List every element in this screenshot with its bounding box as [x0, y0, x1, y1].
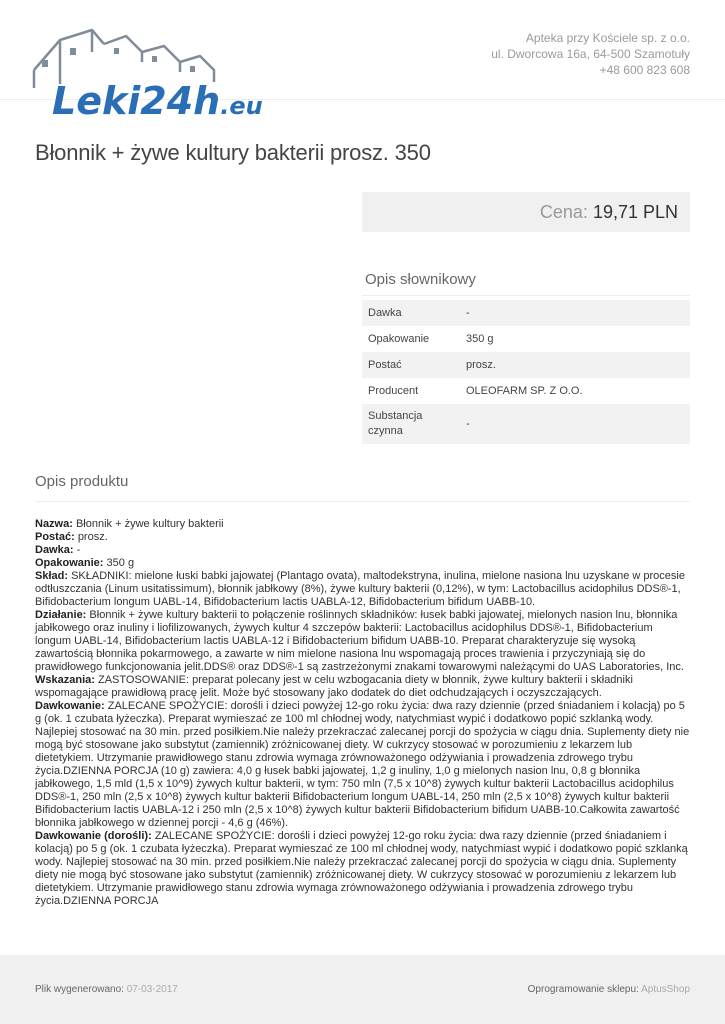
generated-label: Plik wygenerowano:: [35, 984, 124, 995]
field-text: prosz.: [77, 531, 108, 543]
field-label: Nazwa:: [35, 518, 73, 530]
desc-field: [35, 518, 690, 531]
software-link[interactable]: AptusShop: [641, 984, 690, 995]
desc-field: [35, 544, 690, 557]
shop-address: ul. Dworcowa 16a, 64-500 Szamotuły: [491, 47, 690, 61]
row-key: Postać: [362, 352, 460, 378]
row-value: 350 g: [466, 332, 494, 345]
page-footer: [0, 955, 725, 1024]
dictionary-title: Opis słownikowy: [365, 271, 476, 288]
software-label: Oprogramowanie sklepu:: [527, 984, 639, 995]
field-text: SKŁADNIKI: mielone łuski babki jajowatej (Plantago ovata), maltodekstryna, inulina, mielone nasiona lnu uzyskane w procesie odtłuszczania (Linum usitatissimum), błonnik jabłkowy (8%), żywe kultury bakterii (0,12%), w tym: Lactobacillus acidophilus DDS®-1, Bifidobacterium longum UABL-14, Bifidobacterium lactis UABLA-12, Bifidobacterium bifidum UABB-10.: [35, 570, 685, 608]
generated-date: 07-03-2017: [126, 984, 178, 995]
field-label: Skład:: [35, 570, 69, 582]
desc-field: [35, 557, 690, 570]
field-label: Działanie:: [35, 609, 87, 621]
field-text: Błonnik + żywe kultury bakterii: [75, 518, 224, 530]
field-text: -: [76, 544, 81, 556]
description-title: Opis produktu: [35, 473, 129, 490]
table-row: [362, 300, 690, 326]
desc-field: [35, 531, 690, 544]
logo-graphic: [30, 22, 263, 130]
table-row: [362, 404, 690, 444]
price-value: 19,71 PLN: [592, 202, 678, 222]
dictionary-divider: [362, 295, 690, 296]
row-key: Substancja czynna: [362, 404, 460, 444]
field-label: Dawkowanie:: [35, 700, 105, 712]
field-text: 350 g: [106, 557, 135, 569]
shop-name: Apteka przy Kościele sp. z o.o.: [525, 31, 690, 45]
price-label: Cena:: [539, 202, 588, 222]
logo-wordmark: Leki24h.eu: [52, 79, 263, 123]
row-value: -: [460, 404, 690, 444]
desc-field: [35, 830, 690, 908]
row-key: Producent: [368, 384, 419, 397]
field-label: Opakowanie:: [35, 557, 104, 569]
software-info: [528, 984, 690, 995]
product-description: [35, 518, 690, 918]
price-box: [362, 192, 690, 232]
field-label: Wskazania:: [35, 674, 95, 686]
desc-field: [35, 609, 690, 674]
product-title: Błonnik + żywe kultury bakterii prosz. 350: [35, 140, 431, 165]
row-value: prosz.: [460, 352, 690, 378]
row-key: Opakowanie: [368, 332, 430, 345]
field-label: Dawka:: [35, 544, 74, 556]
desc-field: [35, 700, 690, 830]
field-label: Dawkowanie (dorośli):: [35, 830, 152, 842]
field-text: ZASTOSOWANIE: preparat polecany jest w celu wzbogacania diety w błonnik, żywe kultury bakterii i składniki wspomagające prawidłową pracę jelit. Może być stosowany jako dodatek do diet odchudzających i oczyszczających.: [35, 674, 633, 699]
field-text: ZALECANE SPOŻYCIE: dorośli i dzieci powyżej 12-go roku życia: dwa razy dziennie (przed śniadaniem i kolacją) po 5 g (ok. 1 czubata łyżeczka). Preparat wymieszać ze 100 ml chłodnej wody, natychmiast wypić i dodatkowo popić szklanką wody. Najlepiej stosować na 30 min. przed posiłkiem.Nie należy przekraczać zalecanej porcji do spożycia w ciągu dnia. Suplementy diety nie mogą być stosowane jako substytut (zamiennik) zróżnicowanej diety. W cukrzycy stosować w porozumieniu z lekarzem lub dietetykiem. Utrzymanie prawidłowego stanu zdrowia wymaga zrównoważonego odżywiania i prowadzenia zdrowego trybu życia.DZIENNA PORCJA: [35, 830, 688, 907]
desc-field: [35, 570, 690, 609]
table-row: [362, 352, 690, 378]
description-divider: [35, 501, 690, 502]
table-row: [362, 326, 690, 352]
field-text: ZALECANE SPOŻYCIE: dorośli i dzieci powyżej 12-go roku życia: dwa razy dziennie (przed śniadaniem i kolacją) po 5 g (ok. 1 czubata łyżeczka). Preparat wymieszać ze 100 ml chłodnej wody, natychmiast wypić i dodatkowo popić szklanką wody. Najlepiej stosować na 30 min. przed posiłkiem.Nie należy przekraczać zalecanej porcji do spożycia w ciągu dnia. Suplementy diety nie mogą być stosowane jako substytut (zamiennik) zróżnicowanej diety. W cukrzycy stosować w porozumieniu z lekarzem lub dietetykiem. Utrzymanie prawidłowego stanu zdrowia wymaga zrównoważonego odżywiania i prowadzenia zdrowego trybu życia.DZIENNA PORCJA (10 g) zawiera: 4,0 g łusek babki jajowatej, 1,2 g inuliny, 1,0 g mielonych nasion lnu, 0,8 g błonnika jabłkowego, 1,5 mld (1,5 x 10^9) żywych kultur bakterii, w tym: 750 mln (7,5 x 10^8) żywych kultur bakterii Lactobacillus acidophilus DDS®-1, 250 mln (2,5 x 10^8) żywych kultur bakterii Bifidobacterium longum UABL-14, 250 mln (2,5 x 10^8) żywych kultur bakterii Bifidobacterium lactis UABLA-12 i 250 mln (2,5 x 10^8) żywych kultur bakterii Bifidobacterium bifidum UABB-10.Całkowita zawartość błonnika jabłkowego w dziennej porcji - 4,6 g (46%).: [35, 700, 690, 829]
page-header: [0, 0, 725, 123]
shop-logo[interactable]: [30, 22, 263, 130]
shop-phone[interactable]: +48 600 823 608: [599, 63, 690, 77]
shop-info: [491, 30, 690, 78]
desc-field: [35, 674, 690, 700]
field-text: Błonnik + żywe kultury bakterii to połączenie roślinnych składników: łusek babki jajowatej, mielonych nasion lnu, błonnika jabłkowego oraz inuliny i liofilizowanych, żywych kultur 4 szczepów bakterii: Lactobacillus acidophilus DDS®-1, Bifidobacterium longum UABL-14, Bifidobacterium lactis UABLA-12 i Bifidobacterium bifidum UABB-10. Preparat charakteryzuje się wysoką zawartością błonnika pokarmowego, a zawarte w nim mielone nasiona lnu wspomagają proces trawienia i przyczyniają się do prawidłowego funkcjonowania jelit.DDS® oraz DDS®-1 są zastrzeżonymi znakami towarowymi należącymi do UAS Laboratories, Inc.: [35, 609, 684, 673]
row-value: OLEOFARM SP. Z O.O.: [466, 384, 583, 397]
field-label: Postać:: [35, 531, 75, 543]
dictionary-table: [362, 300, 690, 444]
row-key: Dawka: [362, 300, 460, 326]
row-value: -: [460, 300, 690, 326]
table-row: [362, 378, 690, 404]
generated-info: [35, 984, 178, 995]
